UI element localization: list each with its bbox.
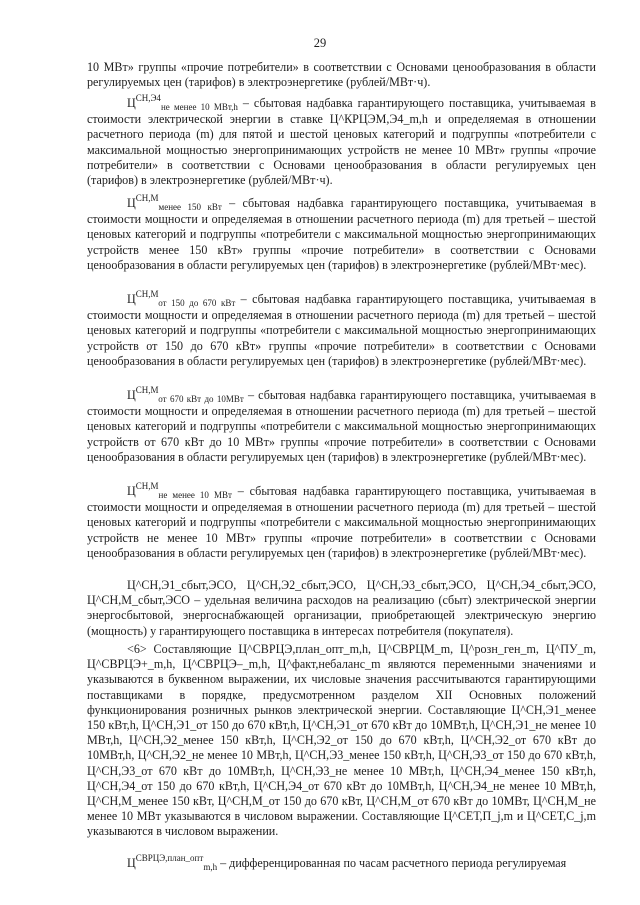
formula-symbol: $Ц^{СН,М}_{от 670 кВт до 10МВт}$ (127, 385, 244, 404)
paragraph-def-svrce-plan: $Ц^{СВРЦЭ,план\_опт}_{m,h}$ – дифференцированная по часам расчетного периода регулируемая (127, 853, 567, 872)
paragraph-def-m-150-670: $Ц^{СН,М}_{от 150 до 670 кВт}$ – сбытовая надбавка гарантирующего поставщика, учитываемая в стоимости мощности и определяемая в отношении расчетного периода (m) для третьей – шестой ценовых категорий и подгруппы «потребители с максимальной мощностью энергопринимающих устройств от 150 до 670 кВт» группы «прочие потребители» в соответствии с Основами ценообразования в области регулируемых цен (тарифов) в электроэнергетике (рублей/МВт·мес). (87, 289, 596, 368)
formula-symbol: $Ц^{СН,Э4}_{не менее 10 МВт,h}$ (127, 93, 238, 112)
page-number: 29 (313, 36, 327, 50)
paragraph-def-e4-10mw: $Ц^{СН,Э4}_{не менее 10 МВт,h}$ – сбытовая надбавка гарантирующего поставщика, учитываемая в стоимости электрической энергии в ставке Ц^КРЦЭМ,Э4_m,h и определяемая в отношении расчетного периода (m) для пятой и шестой ценовых категорий и подгруппы «потребители с максимальной мощностью энергопринимающих устройств не менее 10 МВт» группы «прочие потребители» в соответствии с Основами ценообразования в области регулируемых цен (тарифов) в электроэнергетике (рублей/МВт·ч). (87, 93, 596, 188)
paragraph-continuation: 10 МВт» группы «прочие потребители» в соответствии с Основами ценообразования в области регулируемых цен (тарифов) в электроэнергетике (рублей/МВт·ч). (87, 60, 596, 90)
paragraph-def-m-670-10: $Ц^{СН,М}_{от 670 кВт до 10МВт}$ – сбытовая надбавка гарантирующего поставщика, учитываемая в стоимости мощности и определяемая в отношении расчетного периода (m) для третьей – шестой ценовых категорий и подгруппы «потребители с максимальной мощностью энергопринимающих устройств от 670 кВт до 10 МВт» группы «прочие потребители» в соответствии с Основами ценообразования в области регулируемых цен (тарифов) в электроэнергетике (рублей/МВт·мес). (87, 385, 596, 464)
paragraph-def-m-150: $Ц^{СН,М}_{менее 150 кВт}$ – сбытовая надбавка гарантирующего поставщика, учитываемая в стоимости мощности и определяемая в отношении расчетного периода (m) для третьей – шестой ценовых категорий и подгруппы «потребители с максимальной мощностью энергопринимающих устройств менее 150 кВт» группы «прочие потребители» в соответствии с Основами ценообразования в области регулируемых цен (тарифов) в электроэнергетике (рублей/МВт·мес). (87, 193, 596, 272)
formula-symbol: $Ц^{СН,М}_{от 150 до 670 кВт}$ (127, 289, 236, 308)
footnote-6: <6> Составляющие Ц^СВРЦЭ,план_опт_m,h, Ц^СВРЦМ_m, Ц^розн_ген_m, Ц^ПУ_m, Ц^СВРЦЭ+_m,h, Ц^СВРЦЭ–_m,h, Ц^факт,небаланс_m являются переменными значениями и указываются в буквенном выражении, их числовые значения рассчитываются гарантирующими поставщиками в порядке, предусмотренном разделом XII Основных положений функционирования розничных рынков электрической энергии. Составляющие Ц^СН,Э1_менее 150 кВт,h, Ц^СН,Э1_от 150 до 670 кВт,h, Ц^СН,Э1_от 670 кВт до 10МВт,h, Ц^СН,Э1_не менее 10 МВт,h, Ц^СН,Э2_менее 150 кВт,h, Ц^СН,Э2_от 150 до 670 кВт,h, Ц^СН,Э2_от 670 кВт до 10МВт,h, Ц^СН,Э2_не менее 10 МВт,h, Ц^СН,Э3_менее 150 кВт,h, Ц^СН,Э3_от 150 до 670 кВт,h, Ц^СН,Э3_от 670 кВт до 10МВт,h, Ц^СН,Э3_не менее 10 МВт,h, Ц^СН,Э4_менее 150 кВт,h, Ц^СН,Э4_от 150 до 670 кВт,h, Ц^СН,Э4_от 670 кВт до 10МВт,h, Ц^СН,Э4_не менее 10 МВт,h, Ц^СН,М_менее 150 кВт, Ц^СН,М_от 150 до 670 кВт, Ц^СН,М_от 670 кВт до 10МВт, Ц^СН,М_не менее 10 МВт указываются в числовом выражении. Составляющие Ц^СЕТ,П_j,m и Ц^СЕТ,С_j,m указываются в числовом выражении. (87, 642, 596, 839)
paragraph-def-sbyt-eso: Ц^СН,Э1_сбыт,ЭСО, Ц^СН,Э2_сбыт,ЭСО, Ц^СН,Э3_сбыт,ЭСО, Ц^СН,Э4_сбыт,ЭСО, Ц^СН,М_сбыт,ЭСО – удельная величина расходов на реализацию (сбыт) электрической энергии энергосбытовой, энергоснабжающей организации, приобретающей электрическую энергию (мощность) у гарантирующего поставщика в интересах потребителя (покупателя). (87, 578, 596, 638)
formula-symbol: $Ц^{СН,М}_{не менее 10 МВт}$ (127, 481, 232, 500)
formula-symbol: $Ц^{СВРЦЭ,план\_опт}_{m,h}$ (127, 853, 218, 872)
paragraph-def-m-10mw: $Ц^{СН,М}_{не менее 10 МВт}$ – сбытовая надбавка гарантирующего поставщика, учитываемая в стоимости мощности и определяемая в отношении расчетного периода (m) для третьей – шестой ценовых категорий и подгруппы «потребители с максимальной мощностью энергопринимающих устройств не менее 10 МВт» группы «прочие потребители» в соответствии с Основами ценообразования в области регулируемых цен (тарифов) в электроэнергетике (рублей/МВт·мес). (87, 481, 596, 560)
formula-symbol: $Ц^{СН,М}_{менее 150 кВт}$ (127, 193, 222, 212)
